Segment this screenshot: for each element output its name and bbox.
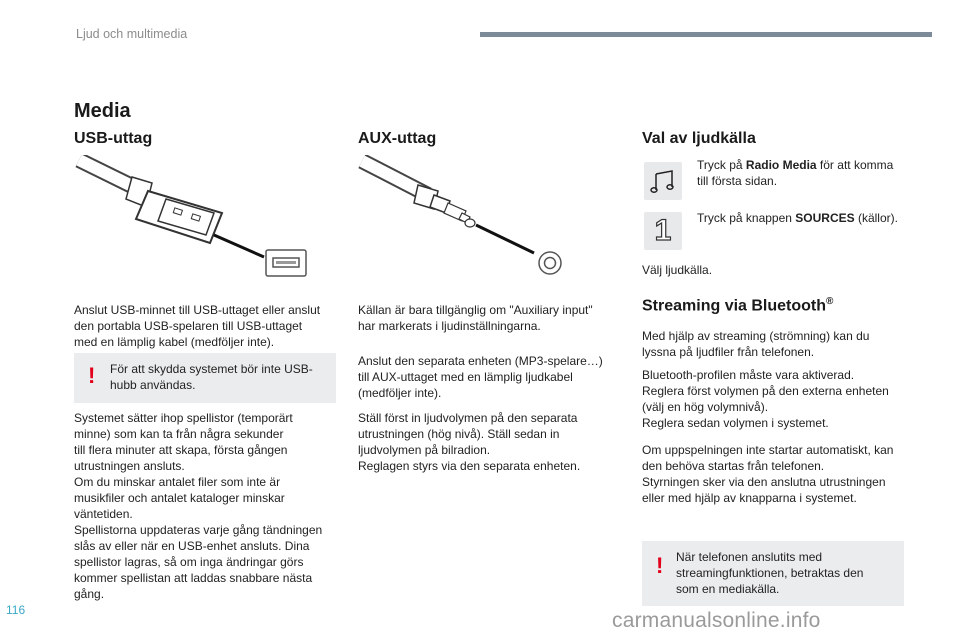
aux-port-icon [539, 252, 561, 274]
aux-paragraph-1: Källan är bara tillgänglig om "Auxiliary input" har markerats i ljudinställningarna. [358, 303, 593, 333]
source-step-1: Tryck på Radio Media för att komma till första sidan. [697, 158, 894, 188]
usb-illustration [74, 155, 324, 285]
bluetooth-heading: Streaming via Bluetooth® [642, 296, 834, 315]
music-note-icon [644, 162, 682, 200]
usb-note [74, 353, 336, 403]
step-badge [644, 212, 682, 250]
aux-paragraph-2: Anslut den separata enheten (MP3-spelare…) till AUX-uttaget med en lämplig ljudkabel (medföljer inte). [358, 354, 603, 400]
warning-icon: ! [656, 553, 664, 578]
bluetooth-note-text: När telefonen anslutits med streamingfunktionen, betraktas den som en mediakälla. [676, 550, 864, 596]
source-heading: Val av ljudkälla [642, 130, 756, 147]
aux-jack-icon [362, 161, 534, 253]
usb-paragraph-1: Anslut USB-minnet till USB-uttaget eller anslut den portabla USB-spelaren till USB-uttaget med en lämplig kabel (medföljer inte). [74, 303, 321, 349]
aux-illustration [358, 155, 578, 285]
warning-icon: ! [88, 363, 96, 388]
watermark: carmanualsonline.info [612, 609, 821, 632]
usb-paragraph-2: Systemet sätter ihop spellistor (temporärt minne) som kan ta från några sekunder till flera minuter att skapa, första gången utrustningen ansluts. Om du minskar antalet filer som inte är musikfiler och antalet kataloger minskar väntetiden. Spellistorna uppdateras varje gång tändningen slås av eller när en USB-enhet ansluts. Dina spellistor lagras, så om inga ändringar görs kommer spellistan att laddas snabbare nästa gång. [74, 411, 323, 601]
aux-heading: AUX-uttag [358, 130, 437, 147]
usb-note-text: För att skydda systemet bör inte USB- hubb användas. [110, 362, 313, 392]
usb-plug-icon [79, 160, 264, 257]
section-title: Media [74, 100, 131, 122]
step-number: 1 [654, 214, 672, 247]
bluetooth-paragraph-1: Med hjälp av streaming (strömning) kan du lyssna på ljudfiler från telefonen. [642, 329, 870, 359]
source-step-2: Tryck på knappen SOURCES (källor). [697, 211, 898, 225]
bluetooth-paragraph-3: Om uppspelningen inte startar automatiskt, kan den behöva startas från telefonen. Styrningen sker via den anslutna utrustningen eller med hjälp av knapparna i systemet. [642, 443, 894, 505]
usb-heading: USB-uttag [74, 130, 153, 147]
usb-port-icon [266, 250, 306, 276]
source-step-3: Välj ljudkälla. [642, 263, 713, 277]
bluetooth-note [642, 541, 904, 606]
running-header: Ljud och multimedia [76, 27, 188, 41]
page-number: 116 [6, 603, 26, 617]
header-bar [480, 32, 932, 37]
bluetooth-paragraph-2: Bluetooth-profilen måste vara aktiverad. Reglera först volymen på den externa enheten (välj en hög volymnivå). Reglera sedan volymen i systemet. [642, 368, 889, 430]
radio-media-button[interactable] [644, 162, 682, 200]
aux-paragraph-3: Ställ först in ljudvolymen på den separata utrustningen (hög nivå). Ställ sedan in ljudvolymen på bilradion. Reglagen styrs via den separata enheten. [358, 411, 581, 473]
